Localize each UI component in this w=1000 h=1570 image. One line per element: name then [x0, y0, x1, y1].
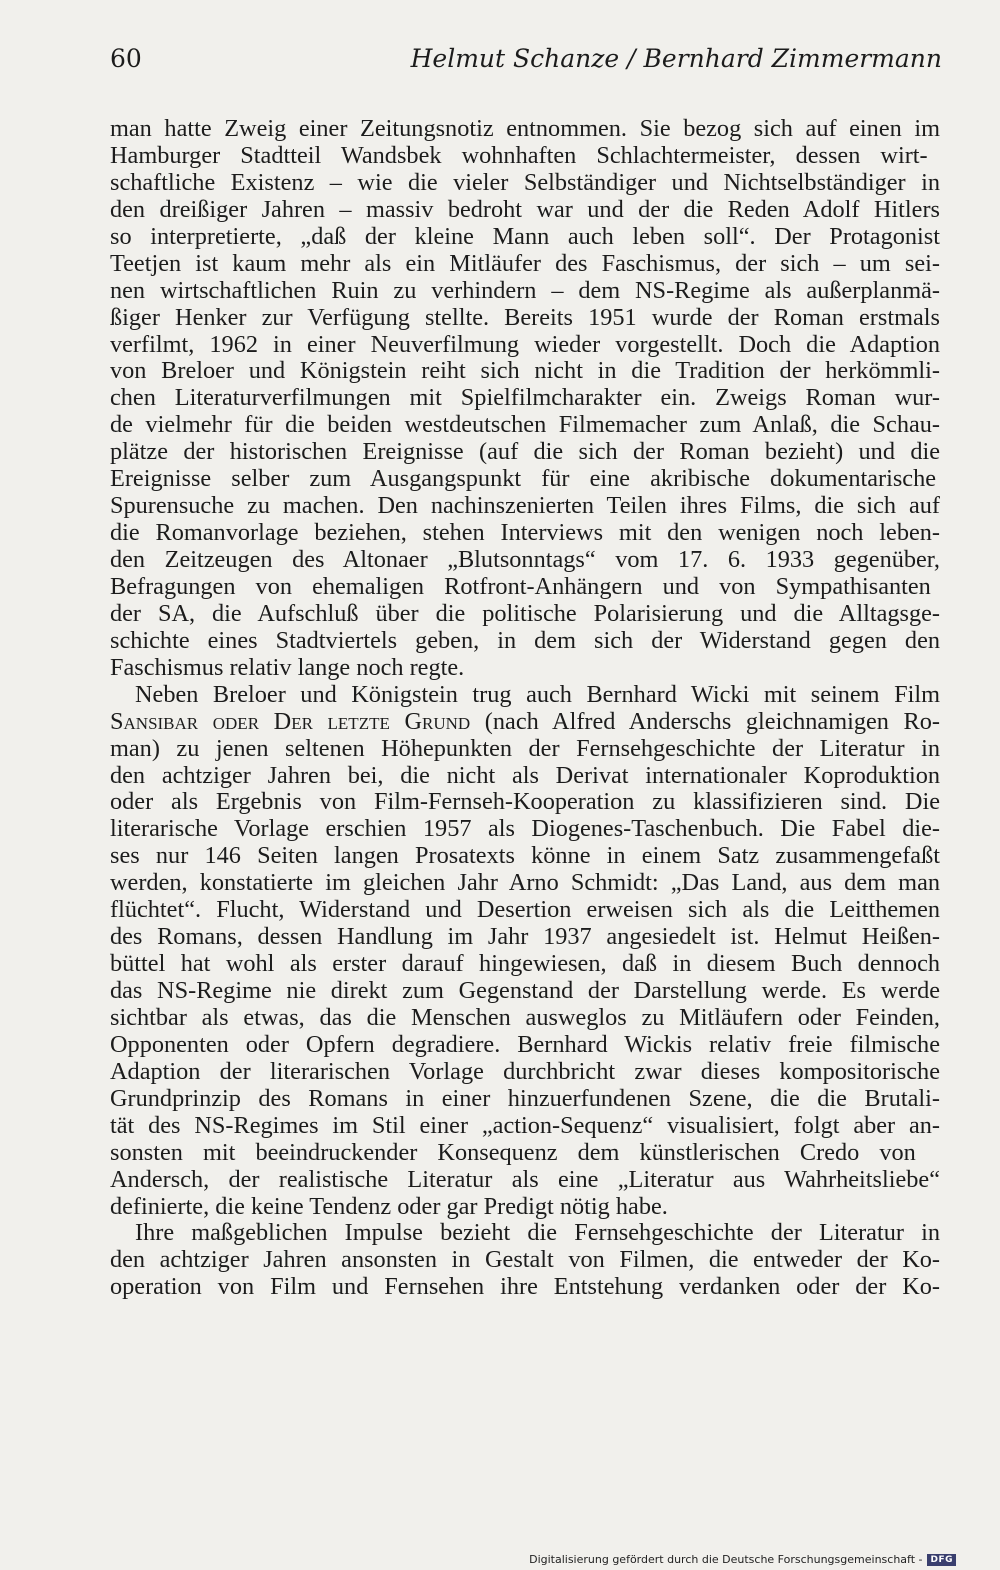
line-text: den achtziger Jahren ansonsten in Gestalt von Filmen, die entweder der Ko- — [110, 1247, 940, 1274]
text-line — [110, 897, 940, 924]
line-text: des Romans, dessen Handlung im Jahr 1937 angesiedelt ist. Helmut Heißen- — [110, 924, 940, 951]
line-text: Teetjen ist kaum mehr als ein Mitläufer des Faschismus, der sich – um sei- — [110, 250, 940, 277]
line-text: plätze der historischen Ereignisse (auf die sich der Roman bezieht) und die — [110, 439, 940, 466]
text-line — [110, 412, 940, 439]
text-line — [110, 466, 940, 493]
body-text — [110, 116, 940, 1301]
text-line — [110, 574, 940, 601]
line-text: nen wirtschaftlichen Ruin zu verhindern – dem NS-Regime als außerplanmä- — [110, 277, 940, 304]
text-line — [110, 1059, 940, 1086]
text-line — [110, 1113, 940, 1140]
text-line — [110, 1194, 940, 1221]
line-text: Grundprinzip des Romans in einer hinzuerfundenen Szene, die die Brutali- — [110, 1085, 940, 1112]
running-head: Helmut Schanze / Bernhard Zimmermann — [410, 44, 942, 73]
text-line — [110, 278, 940, 305]
line-text: Spurensuche zu machen. Den nachinszenierten Teilen ihres Films, die sich auf — [110, 493, 940, 520]
text-line — [110, 305, 940, 332]
text-line — [110, 1032, 940, 1059]
text-line — [110, 224, 940, 251]
line-text: Adaption der literarischen Vorlage durchbricht zwar dieses kompositorische — [110, 1058, 940, 1085]
text-line — [110, 170, 940, 197]
line-text: de vielmehr für die beiden westdeutschen Filmemacher zum Anlaß, die Schau- — [110, 412, 940, 439]
line-text: werden, konstatierte im gleichen Jahr Arno Schmidt: „Das Land, aus dem man — [110, 870, 940, 897]
line-text: den dreißiger Jahren – massiv bedroht war und der die Reden Adolf Hitlers — [110, 196, 940, 223]
text-line — [110, 520, 940, 547]
line-text: die Romanvorlage beziehen, stehen Interviews mit den wenigen noch leben- — [110, 520, 940, 547]
line-text: Neben Breloer und Königstein trug auch Bernhard Wicki mit seinem Film — [135, 681, 940, 708]
line-text: den achtziger Jahren bei, die nicht als Derivat internationaler Koproduktion — [110, 762, 940, 789]
line-text: Befragungen von ehemaligen Rotfront-Anhängern und von Sympathisanten — [110, 573, 931, 600]
line-text: schaftliche Existenz – wie die vieler Selbständiger und Nichtselbständiger in — [110, 169, 940, 196]
line-text: man hatte Zweig einer Zeitungsnotiz entnommen. Sie bezog sich auf einen im — [110, 116, 940, 142]
footer-text: Digitalisierung gefördert durch die Deutsche Forschungsgemeinschaft - — [529, 1553, 923, 1566]
text-line — [110, 143, 940, 170]
text-line — [110, 951, 940, 978]
text-line — [110, 197, 940, 224]
film-title: Sansibar oder Der letzte Grund — [110, 708, 471, 735]
text-line — [110, 1247, 940, 1274]
text-line — [110, 870, 940, 897]
text-line — [110, 924, 940, 951]
text-line — [110, 763, 940, 790]
text-line — [110, 1005, 940, 1032]
text-line — [110, 843, 940, 870]
line-text: schichte eines Stadtviertels geben, in dem sich der Widerstand gegen den — [110, 627, 940, 654]
line-text: von Breloer und Königstein reiht sich nicht in die Tradition der herkömmli- — [110, 358, 940, 385]
line-text: büttel hat wohl als erster darauf hingewiesen, daß in diesem Buch dennoch — [110, 951, 940, 978]
text-line — [110, 628, 940, 655]
line-text: den Zeitzeugen des Altonaer „Blutsonntags“ vom 17. 6. 1933 gegenüber, — [110, 547, 940, 573]
text-line — [110, 439, 940, 466]
line-text: Opponenten oder Opfern degradiere. Bernhard Wickis relativ freie filmische — [110, 1031, 940, 1058]
line-text: oder als Ergebnis von Film-Fernseh-Kooperation zu klassifizieren sind. Die — [110, 789, 940, 816]
line-text: das NS-Regime nie direkt zum Gegenstand der Darstellung werde. Es werde — [110, 978, 940, 1004]
line-text: literarische Vorlage erschien 1957 als Diogenes-Taschenbuch. Die Fabel die- — [110, 816, 940, 843]
text-line — [110, 1140, 940, 1167]
text-line — [110, 978, 940, 1005]
footer — [529, 1553, 956, 1566]
line-text: der SA, die Aufschluß über die politische Polarisierung und die Alltagsge- — [110, 600, 940, 627]
text-line — [110, 116, 940, 143]
line-text: ses nur 146 Seiten langen Prosatexts könne in einem Satz zusammengefaßt — [110, 843, 940, 870]
text-line — [110, 682, 940, 709]
line-text: Ereignisse selber zum Ausgangspunkt für eine akribische dokumentarische — [110, 466, 937, 493]
line-text: Andersch, der realistische Literatur als eine „Literatur aus Wahrheitsliebe“ — [110, 1166, 940, 1193]
text-line — [110, 816, 940, 843]
text-line — [110, 1086, 940, 1113]
text-line — [110, 385, 940, 412]
text-line — [110, 251, 940, 278]
page-number: 60 — [110, 44, 142, 73]
line-text: definierte, die keine Tendenz oder gar Predigt nötig habe. — [110, 1193, 668, 1220]
line-text: so interpretierte, „daß der kleine Mann auch leben soll“. Der Protagonist — [110, 223, 940, 250]
line-text: tät des NS-Regimes im Stil einer „action-Sequenz“ visualisiert, folgt aber an- — [110, 1112, 940, 1139]
text-line — [110, 332, 940, 359]
line-text: Faschismus relativ lange noch regte. — [110, 654, 465, 681]
text-line — [110, 1167, 940, 1194]
line-text: flüchtet“. Flucht, Widerstand und Desertion erweisen sich als die Leitthemen — [110, 897, 940, 924]
line-text: Hamburger Stadtteil Wandsbek wohnhaften Schlachtermeister, dessen wirt- — [110, 142, 928, 169]
text-line — [110, 709, 940, 736]
line-text: ßiger Henker zur Verfügung stellte. Bereits 1951 wurde der Roman erstmals — [110, 304, 940, 331]
line-text: Ihre maßgeblichen Impulse bezieht die Fernsehgeschichte der Literatur in — [135, 1220, 940, 1247]
text-line — [110, 601, 940, 628]
text-line — [110, 736, 940, 763]
line-text: operation von Film und Fernsehen ihre Entstehung verdanken oder der Ko- — [110, 1274, 940, 1301]
line-text: (nach Alfred Anderschs gleichnamigen Ro- — [470, 708, 940, 735]
text-line — [110, 493, 940, 520]
text-line — [110, 1274, 940, 1301]
line-text: sichtbar als etwas, das die Menschen ausweglos zu Mitläufern oder Feinden, — [110, 1004, 940, 1031]
text-line — [110, 1220, 940, 1247]
line-text: man) zu jenen seltenen Höhepunkten der Fernsehgeschichte der Literatur in — [110, 735, 940, 762]
line-text: chen Literaturverfilmungen mit Spielfilmcharakter ein. Zweigs Roman wur- — [110, 385, 940, 412]
line-text: verfilmt, 1962 in einer Neuverfilmung wieder vorgestellt. Doch die Adaption — [110, 331, 940, 358]
text-line — [110, 655, 940, 682]
text-line — [110, 547, 940, 574]
line-text: sonsten mit beeindruckender Konsequenz dem künstlerischen Credo von — [110, 1139, 916, 1166]
text-line — [110, 358, 940, 385]
dfg-logo: DFG — [927, 1554, 956, 1566]
text-line — [110, 789, 940, 816]
